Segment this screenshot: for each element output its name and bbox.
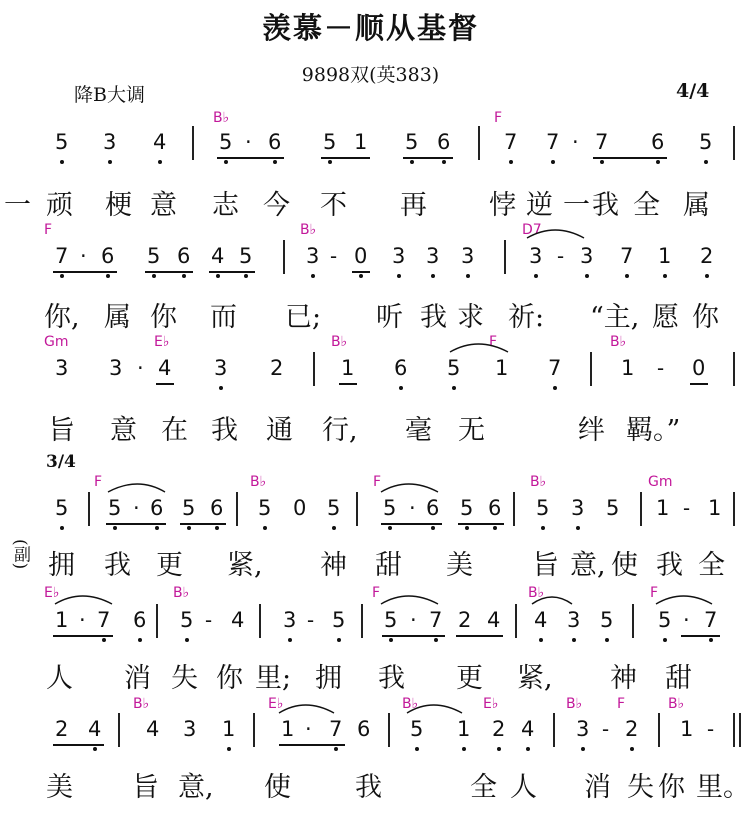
note-r5-10: 5 <box>384 608 398 632</box>
note-r3-5: 2 <box>270 356 284 380</box>
note-r1-10: 7 <box>504 130 518 154</box>
note-r1-13: 7 <box>595 130 609 154</box>
note-r5-14: 4 <box>487 608 501 632</box>
note-r2-2: 6 <box>101 244 115 268</box>
chord-symbol-r3-1: E♭ <box>154 334 170 350</box>
lyric-r4-11: 我 <box>656 550 683 581</box>
note-r4-8: 5 <box>327 496 341 520</box>
lyric-r6-0: 美 <box>46 772 73 803</box>
lyric-r1-7: 再 <box>400 190 427 221</box>
note-r6-11: 2 <box>492 717 506 741</box>
lyric-r4-5: 神 <box>320 550 347 581</box>
note-r2-1: · <box>80 244 87 268</box>
note-r2-10: 3 <box>392 244 406 268</box>
lyric-r4-7: 美 <box>446 550 473 581</box>
note-r6-4: 1 <box>222 717 236 741</box>
chord-symbol-r2-2: D7 <box>522 222 542 238</box>
note-r4-17: 1 <box>656 496 670 520</box>
lyric-r6-10: 里。 <box>696 772 750 803</box>
note-r4-15: 3 <box>571 496 585 520</box>
note-r2-7: 3 <box>306 244 320 268</box>
note-r6-0: 2 <box>55 717 69 741</box>
note-r4-2: · <box>133 496 140 520</box>
chord-symbol-r3-3: F <box>489 334 498 350</box>
note-r4-3: 6 <box>150 496 164 520</box>
lyric-r6-4: 我 <box>355 772 382 803</box>
note-r2-5: 4 <box>211 244 225 268</box>
note-r3-7: 6 <box>394 356 408 380</box>
note-r1-12: · <box>572 130 579 154</box>
note-r4-13: 6 <box>488 496 502 520</box>
note-r5-1: · <box>79 608 86 632</box>
note-r3-13: 0 <box>692 356 706 380</box>
note-r1-15: 5 <box>699 130 713 154</box>
lyric-r3-2: 在 <box>161 415 188 446</box>
lyric-r6-7: 消 <box>584 772 611 803</box>
note-r2-6: 5 <box>239 244 253 268</box>
lyric-r1-1: 顽 <box>46 190 73 221</box>
note-r4-1: 5 <box>108 496 122 520</box>
note-r5-4: 5 <box>180 608 194 632</box>
lyric-r2-10: 愿 <box>652 302 679 333</box>
note-r2-4: 6 <box>177 244 191 268</box>
note-r2-9: 0 <box>354 244 368 268</box>
lyric-r6-6: 人 <box>510 772 537 803</box>
hymn-title: 羡慕－顺从基督 <box>261 11 479 45</box>
lyric-r4-12: 全 <box>698 550 725 581</box>
lyric-r6-9: 你 <box>658 772 685 803</box>
note-r5-16: 3 <box>567 608 581 632</box>
chord-symbol-r6-2: B♭ <box>402 696 419 712</box>
note-r6-6: · <box>305 717 312 741</box>
lyric-r1-10: 一 <box>563 190 590 221</box>
lyric-r5-0: 人 <box>46 663 73 694</box>
chord-symbol-r6-0: B♭ <box>133 696 150 712</box>
note-r4-0: 5 <box>55 496 69 520</box>
lyric-r1-0: 一 <box>4 190 31 221</box>
note-r4-14: 5 <box>536 496 550 520</box>
lyric-r3-0: 旨 <box>48 415 75 446</box>
chord-symbol-r2-0: F <box>44 222 53 238</box>
note-r1-9: 6 <box>437 130 451 154</box>
chord-symbol-r5-4: F <box>650 585 659 601</box>
note-r4-12: 5 <box>460 496 474 520</box>
note-r5-11: · <box>410 608 417 632</box>
note-r1-3: 5 <box>219 130 233 154</box>
chord-symbol-r5-0: E♭ <box>44 585 60 601</box>
note-r2-13: 3 <box>529 244 543 268</box>
note-r6-13: 3 <box>576 717 590 741</box>
lyric-r2-6: 我 <box>420 302 447 333</box>
note-r4-7: 0 <box>293 496 307 520</box>
lyric-r5-1: 消 <box>124 663 151 694</box>
note-r6-5: 1 <box>281 717 295 741</box>
lyric-r2-7: 求 <box>457 302 484 333</box>
note-r4-6: 5 <box>258 496 272 520</box>
lyric-r2-5: 听 <box>376 302 403 333</box>
chord-symbol-r1-0: B♭ <box>213 110 230 126</box>
note-r2-17: 1 <box>658 244 672 268</box>
lyric-r5-8: 紧, <box>517 663 553 694</box>
lyric-r1-11: 我 <box>592 190 619 221</box>
note-r5-15: 4 <box>534 608 548 632</box>
note-r4-11: 6 <box>426 496 440 520</box>
lyric-r1-12: 全 <box>633 190 660 221</box>
note-r5-7: 3 <box>283 608 297 632</box>
lyric-r5-7: 更 <box>456 663 483 694</box>
lyric-r6-3: 使 <box>264 772 291 803</box>
lyric-r2-1: 属 <box>104 302 131 333</box>
lyric-r4-4: 紧, <box>227 550 263 581</box>
lyric-r6-1: 旨 <box>132 772 159 803</box>
note-r2-14: - <box>557 244 565 268</box>
chord-symbol-r6-4: B♭ <box>566 696 583 712</box>
chord-symbol-r5-1: B♭ <box>173 585 190 601</box>
lyric-r3-6: 毫 <box>405 415 432 446</box>
lyric-r4-2: 我 <box>104 550 131 581</box>
lyric-r1-8: 悖 <box>489 190 516 221</box>
note-r3-6: 1 <box>341 356 355 380</box>
lyric-r3-9: 羁。” <box>626 415 681 446</box>
note-r1-8: 5 <box>405 130 419 154</box>
lyric-r2-9: “主, <box>590 302 640 333</box>
note-r2-3: 5 <box>147 244 161 268</box>
note-r4-4: 5 <box>182 496 196 520</box>
lyric-r4-10: 使 <box>611 550 638 581</box>
note-r2-0: 7 <box>55 244 69 268</box>
lyric-r1-5: 今 <box>263 190 290 221</box>
note-r6-3: 3 <box>183 717 197 741</box>
note-r6-14: - <box>602 717 610 741</box>
time-signature-4-4: 4/4 <box>676 80 710 102</box>
note-r6-7: 7 <box>329 717 343 741</box>
note-r6-10: 1 <box>457 717 471 741</box>
key-signature: 降B大调 <box>74 84 145 106</box>
note-r4-19: 1 <box>708 496 722 520</box>
note-r6-17: - <box>707 717 715 741</box>
lyric-r3-4: 通 <box>266 415 293 446</box>
note-r3-11: 1 <box>621 356 635 380</box>
lyric-r5-2: 失 <box>171 663 198 694</box>
note-r5-8: - <box>307 608 315 632</box>
chord-symbol-r4-4: Gm <box>648 474 673 490</box>
note-r6-2: 4 <box>146 717 160 741</box>
note-r3-1: 3 <box>109 356 123 380</box>
lyric-r1-3: 意 <box>150 190 177 221</box>
note-r5-13: 2 <box>458 608 472 632</box>
lyric-r6-2: 意, <box>178 772 214 803</box>
note-r5-2: 7 <box>97 608 111 632</box>
lyric-r5-9: 神 <box>610 663 637 694</box>
chord-symbol-r3-0: Gm <box>44 334 69 350</box>
note-r5-5: - <box>205 608 213 632</box>
lyric-r6-8: 失 <box>627 772 654 803</box>
note-r6-12: 4 <box>521 717 535 741</box>
lyric-r3-8: 绊 <box>578 415 605 446</box>
note-r2-8: - <box>330 244 338 268</box>
chord-symbol-r3-4: B♭ <box>610 334 627 350</box>
chord-symbol-r4-3: B♭ <box>530 474 547 490</box>
note-r6-9: 5 <box>410 717 424 741</box>
lyric-r3-1: 意 <box>110 415 137 446</box>
lyric-r3-5: 行, <box>322 415 358 446</box>
lyric-r3-7: 无 <box>458 415 485 446</box>
note-r2-12: 3 <box>461 244 475 268</box>
lyric-r2-2: 你 <box>150 302 177 333</box>
lyric-r1-2: 梗 <box>105 190 132 221</box>
chord-symbol-r6-1: E♭ <box>268 696 284 712</box>
lyric-r5-5: 拥 <box>315 663 342 694</box>
note-r5-20: 7 <box>704 608 718 632</box>
lyric-r4-6: 甜 <box>375 550 402 581</box>
chord-symbol-r4-1: B♭ <box>250 474 267 490</box>
note-r6-15: 2 <box>625 717 639 741</box>
lyric-r5-4: 里; <box>255 663 292 694</box>
lyric-r2-11: 你 <box>692 302 719 333</box>
chord-symbol-r4-2: F <box>373 474 382 490</box>
lyric-r5-10: 甜 <box>665 663 692 694</box>
note-r4-5: 6 <box>210 496 224 520</box>
lyric-r2-0: 你, <box>44 302 80 333</box>
note-r3-3: 4 <box>158 356 172 380</box>
lyric-r1-9: 逆 <box>526 190 553 221</box>
note-r2-11: 3 <box>426 244 440 268</box>
note-r3-8: 5 <box>447 356 461 380</box>
note-r1-2: 4 <box>153 130 167 154</box>
note-r5-18: 5 <box>658 608 672 632</box>
note-r3-4: 3 <box>214 356 228 380</box>
note-r5-19: · <box>683 608 690 632</box>
lyric-r6-5: 全 <box>470 772 497 803</box>
chord-symbol-r5-3: B♭ <box>528 585 545 601</box>
note-r4-16: 5 <box>606 496 620 520</box>
chord-symbol-r4-0: F <box>94 474 103 490</box>
chord-symbol-r6-5: F <box>617 696 626 712</box>
time-signature-3-4: 3/4 <box>46 452 76 472</box>
note-r5-6: 4 <box>231 608 245 632</box>
note-r3-2: · <box>137 356 144 380</box>
lyric-r4-3: 更 <box>156 550 183 581</box>
note-r5-12: 7 <box>429 608 443 632</box>
note-r3-12: - <box>657 356 665 380</box>
lyric-r2-8: 祈: <box>508 302 545 333</box>
note-r4-18: - <box>683 496 691 520</box>
lyric-r2-3: 而 <box>210 302 237 333</box>
note-r4-10: · <box>409 496 416 520</box>
note-r3-0: 3 <box>55 356 69 380</box>
note-r5-3: 6 <box>133 608 147 632</box>
lyric-r5-6: 我 <box>378 663 405 694</box>
lyric-r1-13: 属 <box>683 190 710 221</box>
lyric-r4-1: 拥 <box>48 550 75 581</box>
note-r1-14: 6 <box>651 130 665 154</box>
note-r3-10: 7 <box>548 356 562 380</box>
note-r2-18: 2 <box>700 244 714 268</box>
note-r1-5: 6 <box>268 130 282 154</box>
note-r6-8: 6 <box>357 717 371 741</box>
note-r5-0: 1 <box>55 608 69 632</box>
chord-symbol-r3-2: B♭ <box>331 334 348 350</box>
note-r6-1: 4 <box>88 717 102 741</box>
note-r1-6: 5 <box>323 130 337 154</box>
chord-symbol-r1-1: F <box>494 110 503 126</box>
note-r4-9: 5 <box>383 496 397 520</box>
note-r2-15: 3 <box>580 244 594 268</box>
lyric-r4-9: 意, <box>570 550 606 581</box>
note-r1-7: 1 <box>354 130 368 154</box>
lyric-r5-3: 你 <box>216 663 243 694</box>
lyric-r4-0: (副) <box>10 539 30 570</box>
note-r3-9: 1 <box>495 356 509 380</box>
meter-label: 9898双(英383) <box>301 64 440 86</box>
note-r1-1: 3 <box>103 130 117 154</box>
lyric-r1-6: 不 <box>320 190 347 221</box>
note-r6-16: 1 <box>680 717 694 741</box>
chord-symbol-r5-2: F <box>372 585 381 601</box>
chord-symbol-r6-3: E♭ <box>483 696 499 712</box>
chord-symbol-r6-6: B♭ <box>668 696 685 712</box>
note-r5-9: 5 <box>332 608 346 632</box>
note-r1-4: · <box>245 130 252 154</box>
lyric-r4-8: 旨 <box>532 550 559 581</box>
lyric-r2-4: 已; <box>285 302 322 333</box>
note-r1-0: 5 <box>55 130 69 154</box>
lyric-r3-3: 我 <box>211 415 238 446</box>
note-r5-17: 5 <box>600 608 614 632</box>
chord-symbol-r2-1: B♭ <box>300 222 317 238</box>
note-r2-16: 7 <box>620 244 634 268</box>
lyric-r1-4: 志 <box>212 190 239 221</box>
note-r1-11: 7 <box>546 130 560 154</box>
